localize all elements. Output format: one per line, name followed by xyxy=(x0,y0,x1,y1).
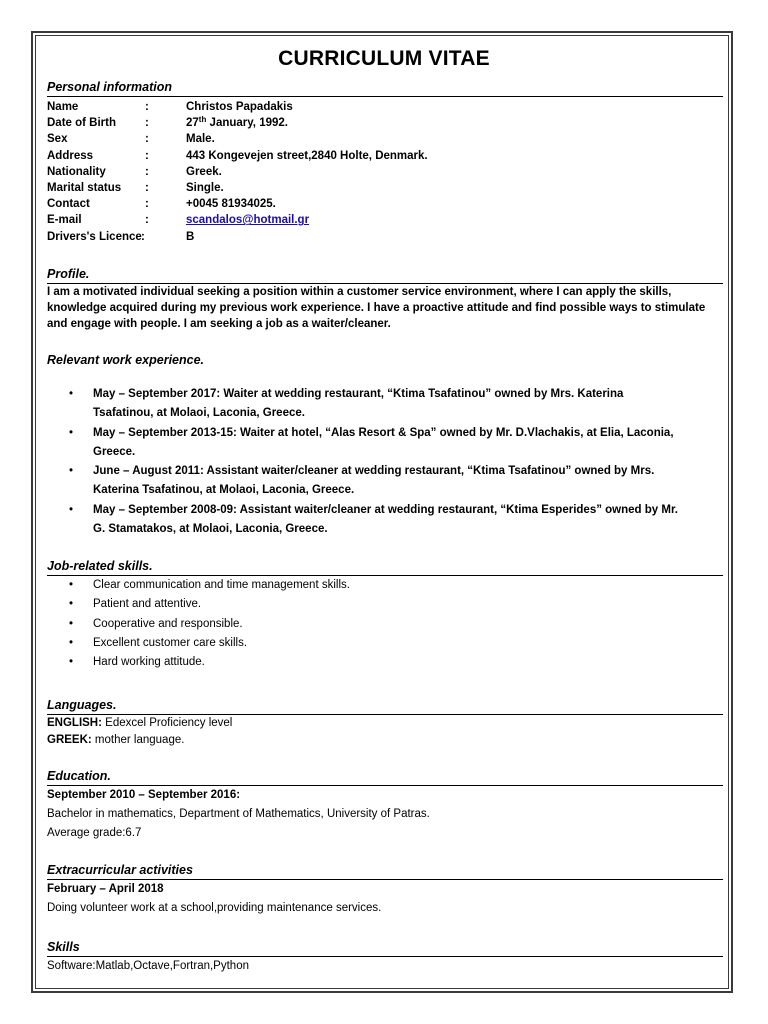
work-description: Assistant waiter/cleaner at wedding restaurant, “Ktima Esperides” owned by Mr. G. Stamatakos, at Molaoi, Laconia, Greece. xyxy=(93,503,679,536)
info-row-contact xyxy=(47,196,723,212)
education-period: September 2010 – September 2016: xyxy=(47,789,241,801)
section-job-related-skills xyxy=(47,558,723,672)
work-description: Assistant waiter/cleaner at wedding restaurant, “Ktima Tsafatinou” owned by Mrs. Katerina Tsafatinou, at Molaoi, Laconia, Greece. xyxy=(93,465,655,497)
section-skills xyxy=(47,939,723,976)
education-degree: Bachelor in mathematics, Department of Mathematics, University of Patras. xyxy=(47,808,430,820)
info-colon: : xyxy=(145,181,149,194)
work-description: Waiter at wedding restaurant, “Ktima Tsafatinou” owned by Mrs. Katerina Tsafatinou, at Molaoi, Laconia, Greece. xyxy=(93,388,624,420)
list-item xyxy=(47,653,723,672)
info-label: Nationality xyxy=(47,165,106,178)
info-colon: : xyxy=(145,133,149,146)
section-heading: Personal information xyxy=(47,79,723,97)
language-row xyxy=(47,732,723,749)
bullet-icon: • xyxy=(69,579,74,591)
section-heading: Job-related skills. xyxy=(47,558,723,576)
info-label: Address xyxy=(47,149,94,162)
section-education xyxy=(47,768,723,843)
birth-day: 27 xyxy=(186,117,199,130)
info-label: Drivers's Licence xyxy=(47,230,142,243)
section-languages xyxy=(47,697,723,748)
list-item xyxy=(47,595,723,614)
info-value: +0045 81934025. xyxy=(186,198,276,211)
list-item xyxy=(47,424,723,463)
skill-text: Clear communication and time management skills. xyxy=(93,579,350,591)
info-row-sex xyxy=(47,131,723,147)
info-row-date-of-birth xyxy=(47,115,723,131)
info-row-marital-status xyxy=(47,180,723,196)
birth-rest: January, 1992. xyxy=(206,117,288,130)
skills-text: Software:Matlab,Octave,Fortran,Python xyxy=(47,960,249,972)
info-colon: : xyxy=(145,214,149,227)
language-name: ENGLISH: xyxy=(47,717,102,729)
section-heading: Education. xyxy=(47,768,723,786)
email-link[interactable]: scandalos@hotmail.gr xyxy=(186,214,310,227)
ordinal-suffix: th xyxy=(198,115,207,125)
section-extracurricular xyxy=(47,862,723,918)
info-row-address xyxy=(47,148,723,164)
bullet-icon: • xyxy=(69,503,74,516)
info-colon: : xyxy=(145,117,149,130)
info-label: Date of Birth xyxy=(47,117,116,130)
skills-list xyxy=(47,576,723,672)
skill-text: Excellent customer care skills. xyxy=(93,636,248,649)
work-period: May – September 2008-09: xyxy=(93,503,237,516)
work-description: Waiter at hotel, “Alas Resort & Spa” owned by Mr. D.Vlachakis, at Elia, Laconia, Greece. xyxy=(93,426,674,458)
info-row-name xyxy=(47,99,723,115)
bullet-icon: • xyxy=(69,388,74,400)
info-colon: : xyxy=(145,165,149,178)
page-title: CURRICULUM VITAE xyxy=(278,47,490,70)
work-list xyxy=(47,385,723,539)
list-item xyxy=(47,462,723,501)
info-value xyxy=(186,115,288,131)
extracurricular-period: February – April 2018 xyxy=(47,883,164,895)
language-row xyxy=(47,715,723,732)
info-row-drivers-licence xyxy=(47,229,723,245)
info-value: 443 Kongevejen street,2840 Holte, Denmark. xyxy=(186,149,428,162)
info-label: Sex xyxy=(47,133,68,146)
extracurricular-text: Doing volunteer work at a school,providing maintenance services. xyxy=(47,902,382,914)
bullet-icon: • xyxy=(69,426,74,439)
list-item xyxy=(47,634,723,653)
bullet-icon: • xyxy=(69,465,74,478)
section-heading: Profile. xyxy=(47,266,723,284)
skill-text: Cooperative and responsible. xyxy=(93,617,243,630)
bullet-icon: • xyxy=(69,636,74,649)
info-row-email xyxy=(47,212,723,228)
info-value: Greek. xyxy=(186,165,222,178)
info-colon: : xyxy=(145,149,149,162)
info-label: Contact xyxy=(47,198,90,211)
info-value: Christos Papadakis xyxy=(186,101,293,113)
section-work-experience xyxy=(47,352,723,539)
profile-text: I am a motivated individual seeking a position within a customer service environment, where I can apply the skills, knowledge acquired during my previous work experience. I have a proactive attitude and find possible ways to stimulate and engage with people. I am seeking a job as a waiter/cleaner. xyxy=(47,286,706,331)
section-heading: Relevant work experience. xyxy=(47,353,205,367)
language-level: mother language. xyxy=(91,733,185,746)
section-heading: Languages. xyxy=(47,697,723,715)
list-item xyxy=(47,615,723,634)
info-colon: : xyxy=(145,101,149,113)
info-colon: : xyxy=(141,230,145,243)
info-value: B xyxy=(186,230,195,243)
info-label: Marital status xyxy=(47,181,122,194)
bullet-icon: • xyxy=(69,656,74,669)
info-row-nationality xyxy=(47,164,723,180)
language-level: Edexcel Proficiency level xyxy=(101,717,233,729)
info-label: Name xyxy=(47,101,79,113)
work-period: May – September 2013-15: xyxy=(93,426,237,439)
skill-text: Patient and attentive. xyxy=(93,598,202,611)
section-profile xyxy=(47,266,723,333)
list-item xyxy=(47,385,723,424)
section-heading: Skills xyxy=(47,939,723,957)
list-item xyxy=(47,501,723,540)
work-period: May – September 2017: xyxy=(93,388,221,400)
info-colon: : xyxy=(145,198,149,211)
info-label: E-mail xyxy=(47,214,82,227)
education-grade: Average grade:6.7 xyxy=(47,827,142,839)
language-name: GREEK: xyxy=(47,733,92,746)
list-item xyxy=(47,576,723,595)
section-heading: Extracurricular activities xyxy=(47,862,723,880)
bullet-icon: • xyxy=(69,598,74,611)
info-value: Single. xyxy=(186,181,224,194)
bullet-icon: • xyxy=(69,617,74,630)
section-personal-information xyxy=(47,79,723,245)
work-period: June – August 2011: xyxy=(93,465,204,478)
info-value: Male. xyxy=(186,133,215,146)
skill-text: Hard working attitude. xyxy=(93,656,205,669)
